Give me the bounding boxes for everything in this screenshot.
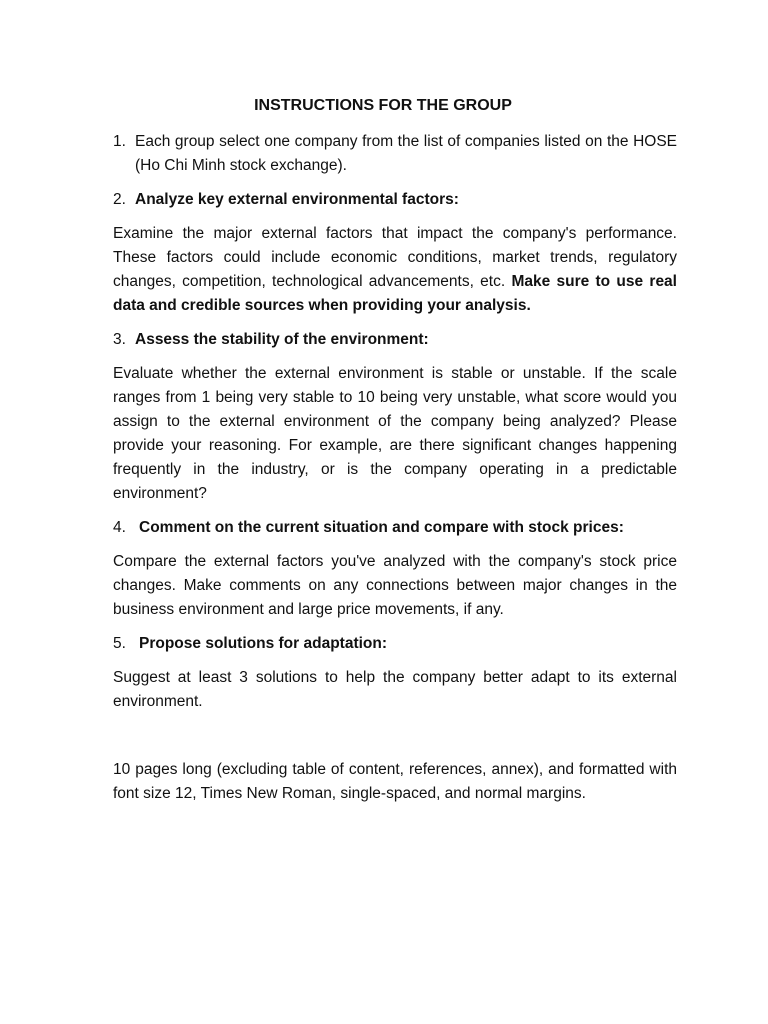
list-number: 4. [113, 519, 126, 536]
section-body-text: Examine the major external factors that impact the company's performance. These factors could include economic conditions, market trends, regulatory changes, competition, technological advancements, etc. [113, 225, 677, 290]
list-item-1 [113, 130, 677, 178]
section-heading: Comment on the current situation and compare with stock prices: [139, 519, 624, 536]
formatting-note: 10 pages long (excluding table of content, references, annex), and formatted with font size 12, Times New Roman, single-spaced, and normal margins. [113, 761, 677, 802]
section-body: Compare the external factors you've analyzed with the company's stock price changes. Make comments on any connections between major changes in the business environment and large price movements, if any. [113, 553, 677, 618]
section-heading: Assess the stability of the environment: [135, 331, 429, 348]
section-body: Suggest at least 3 solutions to help the company better adapt to its external environment. [113, 669, 677, 710]
document-title: INSTRUCTIONS FOR THE GROUP [254, 97, 512, 114]
list-item-2 [113, 188, 677, 212]
list-number: 5. [113, 635, 126, 652]
list-number: 2. [113, 191, 126, 208]
list-item-3 [113, 328, 677, 352]
document-page [113, 0, 677, 1024]
list-number: 1. [113, 133, 126, 150]
list-item-text: Each group select one company from the list of companies listed on the HOSE (Ho Chi Minh stock exchange). [135, 133, 677, 174]
list-item-4 [113, 516, 677, 540]
section-heading: Propose solutions for adaptation: [139, 635, 388, 652]
list-item-5 [113, 632, 677, 656]
section-heading: Analyze key external environmental factors: [135, 191, 459, 208]
section-body: Evaluate whether the external environment is stable or unstable. If the scale ranges from 1 being very stable to 10 being very unstable, what score would you assign to the external environment of the company being analyzed? Please provide your reasoning. For example, are there significant changes happening frequently in the industry, or is the company operating in a predictable environment? [113, 365, 677, 502]
list-number: 3. [113, 331, 126, 348]
section-body [113, 222, 677, 318]
section-body-emphasis: Make sure to use real data and credible sources when providing your analysis. [113, 273, 677, 314]
